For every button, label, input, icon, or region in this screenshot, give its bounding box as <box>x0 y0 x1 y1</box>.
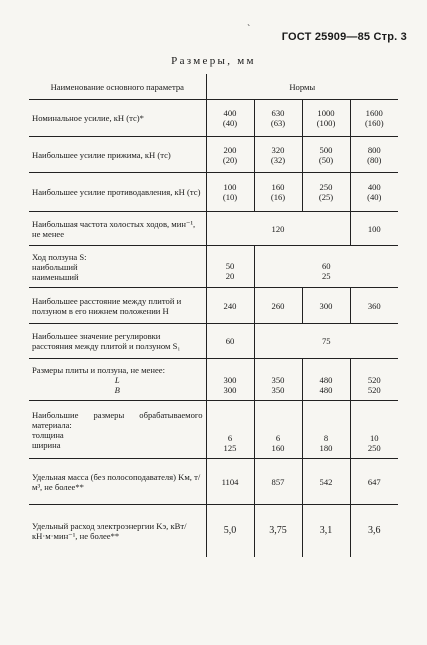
table-cell: 630 (63) <box>254 100 302 137</box>
table-cell: 5,0 <box>206 505 254 557</box>
table-cell: 520 520 <box>350 359 398 401</box>
table-cell: 60 25 <box>254 246 398 288</box>
row-label: Удельная масса (без полосоподавателя) Kм, т/м³, не более** <box>29 459 206 505</box>
header-row <box>29 74 398 100</box>
table-cell: 500 (50) <box>302 137 350 173</box>
table-cell: 542 <box>302 459 350 505</box>
table-cell: 400 (40) <box>350 173 398 212</box>
table-cell: 60 <box>206 324 254 359</box>
table-row <box>29 359 398 401</box>
table-row <box>29 401 398 459</box>
table-cell: 647 <box>350 459 398 505</box>
table-cell: 6 125 <box>206 401 254 459</box>
table-cell: 3,75 <box>254 505 302 557</box>
table-cell: 800 (80) <box>350 137 398 173</box>
table-row <box>29 505 398 557</box>
norms-column-header: Нормы <box>206 74 398 100</box>
table-cell: 260 <box>254 288 302 324</box>
table-row <box>29 324 398 359</box>
table-cell: 300 <box>302 288 350 324</box>
table-cell: 100 <box>350 212 398 246</box>
row-label: Размеры плиты и ползуна, не менее: L B <box>29 359 206 401</box>
table-cell: 350 350 <box>254 359 302 401</box>
row-label: Ход ползуна S: наибольший наименьший <box>29 246 206 288</box>
stray-mark: ` <box>247 24 251 35</box>
table-row <box>29 459 398 505</box>
table-cell: 1104 <box>206 459 254 505</box>
table-cell: 3,1 <box>302 505 350 557</box>
table-row <box>29 100 398 137</box>
param-column-header: Наименование основного параметра <box>29 74 206 100</box>
table-cell: 160 (16) <box>254 173 302 212</box>
row-label: Наибольшее расстояние между плитой и ползуном в его нижнем положении H <box>29 288 206 324</box>
table-row <box>29 288 398 324</box>
table-row <box>29 173 398 212</box>
parameters-table <box>29 74 398 557</box>
row-label: Наибольшая частота холостых ходов, мин⁻¹, не менее <box>29 212 206 246</box>
row-label: Наибольшее значение регулировки расстояния между плитой и ползуном S₁ <box>29 324 206 359</box>
document-header: ГОСТ 25909—85 Стр. 3 <box>281 31 407 43</box>
table-cell: 120 <box>206 212 350 246</box>
table-cell: 100 (10) <box>206 173 254 212</box>
row-label: Удельный расход электроэнергии Kэ, кВт/кН·м·мин⁻¹, не более** <box>29 505 206 557</box>
table-cell: 1000 (100) <box>302 100 350 137</box>
table-cell: 10 250 <box>350 401 398 459</box>
table-cell: 300 300 <box>206 359 254 401</box>
table-cell: 75 <box>254 324 398 359</box>
table-cell: 8 180 <box>302 401 350 459</box>
table-cell: 1600 (160) <box>350 100 398 137</box>
table-cell: 857 <box>254 459 302 505</box>
table-cell: 320 (32) <box>254 137 302 173</box>
table-cell: 480 480 <box>302 359 350 401</box>
table-cell: 400 (40) <box>206 100 254 137</box>
table-row <box>29 212 398 246</box>
table-cell: 50 20 <box>206 246 254 288</box>
table-row <box>29 246 398 288</box>
table-cell: 6 160 <box>254 401 302 459</box>
table-row <box>29 137 398 173</box>
table-cell: 3,6 <box>368 524 381 536</box>
table-cell: 250 (25) <box>302 173 350 212</box>
row-label: Наибольшее усилие противодавления, кН (тс) <box>29 173 206 212</box>
row-label: Наибольшее усилие прижима, кН (тс) <box>29 137 206 173</box>
table-cell: 200 (20) <box>206 137 254 173</box>
row-label: Номинальное усилие, кН (тс)* <box>29 100 206 137</box>
row-label: Наибольшие размеры обрабатываемого материала: толщина ширина <box>29 401 206 459</box>
table-cell: 360 <box>350 288 398 324</box>
table-cell: 240 <box>206 288 254 324</box>
table-caption: Размеры, мм <box>171 55 256 67</box>
